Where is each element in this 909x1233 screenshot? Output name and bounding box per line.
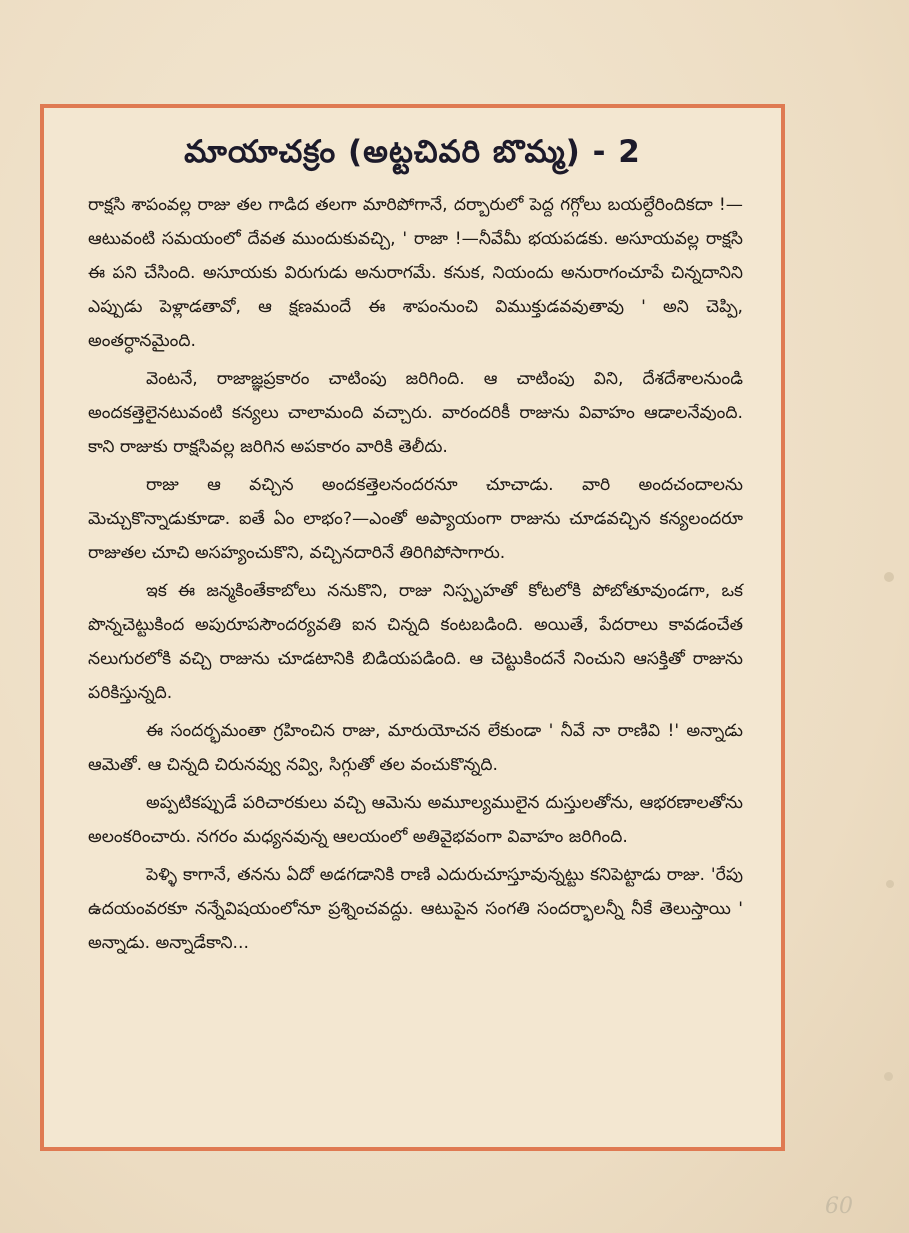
page-number: 60 — [825, 1194, 853, 1219]
paragraph-3: రాజు ఆ వచ్చిన అందకత్తెలనందరనూ చూచాడు. వారి అందచందాలను మెచ్చుకొన్నాడుకూడా. ఐతే ఏం లాభం?—ఎంతో అప్యాయంగా రాజును చూడవచ్చిన కన్యలందరూ రాజుతల చూచి అసహ్యంచుకొని, వచ్చినదారినే తిరిగిపోసాగారు. — [88, 475, 743, 563]
story-title: మాయాచక్రం (అట్టచివరి బొమ్మ) - 2 — [184, 134, 641, 170]
paragraph-7: పెళ్ళి కాగానే, తనను ఏదో అడగడానికి రాణి ఎదురుచూస్తూవున్నట్టు కనిపెట్టాడు రాజు. 'రేపు ఉదయంవరకూ నన్నేవిషయంలోనూ ప్రశ్నించవద్దు. ఆటుపైన సంగతి సందర్భాలన్నీ నీకే తెలుస్తాయి ' అన్నాడు. అన్నాడేకాని... — [88, 865, 743, 953]
paper-speck — [884, 572, 894, 582]
story-body — [88, 188, 743, 964]
paper-speck — [884, 1072, 893, 1081]
paragraph-6: అప్పటికప్పుడే పరిచారకులు వచ్చి ఆమెను అమూల్యములైన దుస్తులతోను, ఆభరణాలతోను అలంకరించారు. నగరం మధ్యనవున్న ఆలయంలో అతివైభవంగా వివాహం జరిగింది. — [88, 793, 743, 847]
paragraph-4: ఇక ఈ జన్మకింతేకాబోలు ననుకొని, రాజు నిస్పృహతో కోటలోకి పోబోతూవుండగా, ఒక పొన్నచెట్టుకింద అపురూపసౌందర్యవతి ఐన చిన్నది కంటబడింది. అయితే, పేదరాలు కావడంచేత నలుగురలోకి వచ్చి రాజును చూడటానికి బిడియపడింది. ఆ చెట్టుకిందనే నించుని ఆసక్తితో రాజును పరికిస్తున్నది. — [88, 581, 743, 703]
story-frame — [40, 104, 785, 1151]
paragraph-2: వెంటనే, రాజాజ్ఞప్రకారం చాటింపు జరిగింది. ఆ చాటింపు విని, దేశదేశాలనుండి అందకత్తెలైనటువంటి కన్యలు చాలామంది వచ్చారు. వారందరికీ రాజును వివాహం ఆడాలనేవుంది. కాని రాజుకు రాక్షసివల్ల జరిగిన అపకారం వారికి తెలీదు. — [88, 369, 743, 457]
paper-speck — [886, 880, 894, 888]
paragraph-5: ఈ సందర్భమంతా గ్రహించిన రాజు, మారుయోచన లేకుండా ' నీవే నా రాణివి !' అన్నాడు ఆమెతో. ఆ చిన్నది చిరునవ్వు నవ్వి, సిగ్గుతో తల వంచుకొన్నది. — [88, 721, 743, 775]
paragraph-1: రాక్షసి శాపంవల్ల రాజు తల గాడిద తలగా మారిపోగానే, దర్బారులో పెద్ద గగ్గోలు బయల్దేరిందికదా !—ఆటువంటి సమయంలో దేవత ముందుకువచ్చి, ' రాజా !—నీవేమీ భయపడకు. అసూయవల్ల రాక్షసి ఈ పని చేసింది. అసూయకు విరుగుడు అనురాగమే. కనుక, నియందు అనురాగంచూపే చిన్నదానిని ఎప్పుడు పెళ్లాడతావో, ఆ క్షణమందే ఈ శాపంనుంచి విముక్తుడవవుతావు ' అని చెప్పి, అంతర్ధానమైంది. — [88, 195, 743, 351]
